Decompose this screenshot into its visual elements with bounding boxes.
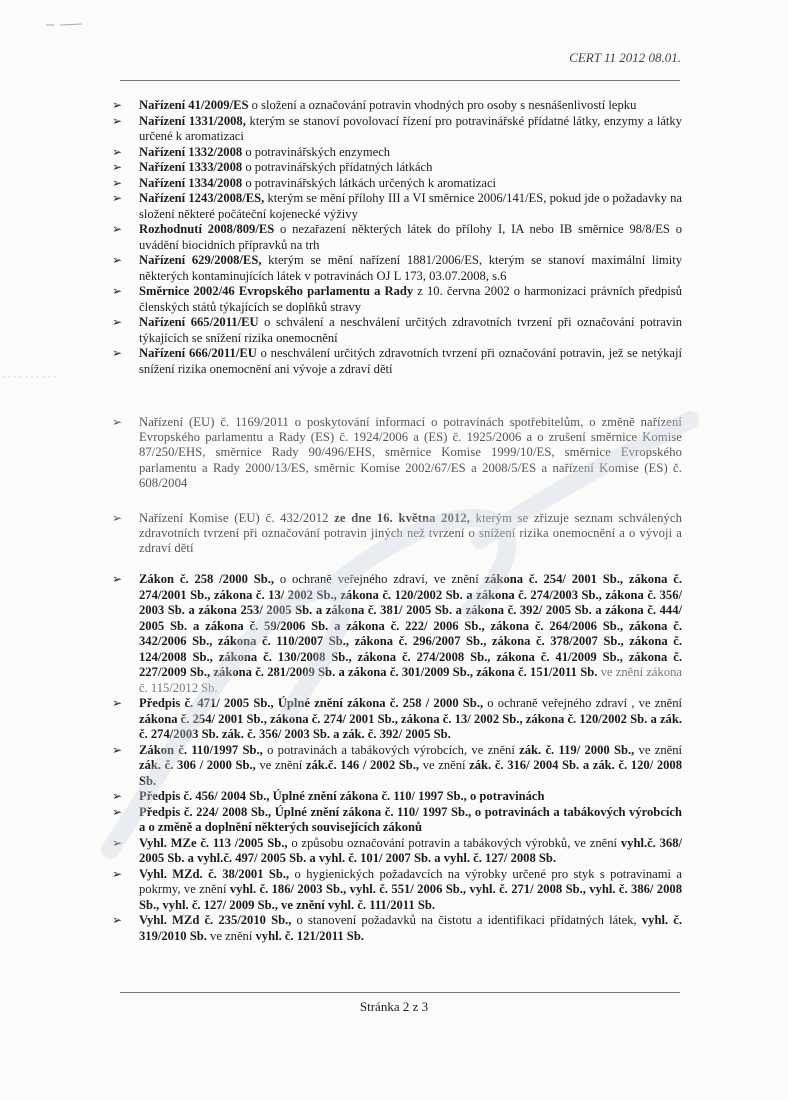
arrow-bullet-icon: ➢ bbox=[112, 913, 123, 927]
citation-text: o ochraně veřejného zdraví, ve znění bbox=[274, 572, 485, 586]
citation-faint: ve znění zákona č. 115/2012 Sb. bbox=[139, 665, 683, 695]
arrow-bullet-icon: ➢ bbox=[112, 511, 123, 525]
arrow-bullet-icon: ➢ bbox=[112, 253, 123, 267]
citation-text: o ochraně veřejného zdraví , ve znění bbox=[483, 696, 682, 710]
citation-bold: zák. č. 316/ 2004 Sb. a zák. č. 120/ 2008 Sb. bbox=[139, 758, 683, 788]
citation-bold: Nařízení 1332/2008 bbox=[139, 144, 243, 159]
arrow-bullet-icon: ➢ bbox=[112, 160, 123, 174]
citation-text: o schválení a neschválení určitých zdravotních tvrzení při označování potravin týkajících se snížení rizika onemocnění bbox=[139, 315, 682, 345]
citation-text: ve znění bbox=[419, 758, 470, 772]
footer-divider bbox=[120, 992, 680, 993]
citation-bold: Předpis č. 224/ 2008 Sb., Úplné znění zákona č. 110/ 1997 Sb., o potravinách a tabákových výrobcích a o změně a doplnění některých souvisejících zákonů bbox=[139, 804, 682, 834]
document-reference: CERT 11 2012 08.01. bbox=[569, 50, 681, 65]
citation-bold: vyhl. č. 186/ 2003 Sb., vyhl. č. 551/ 2006 Sb., vyhl. č. 271/ 2008 Sb., vyhl. č. 386/ 2008 Sb., vyhl. č. 127/ 2009 Sb., ve znění vyhl. č. 111/2011 Sb. bbox=[139, 882, 682, 912]
citation-bold: Předpis č. 456/ 2004 Sb., Úplné znění zákona č. 110/ 1997 Sb., o potravinách bbox=[139, 789, 545, 803]
citation-text: o neschválení určitých zdravotních tvrzení při označování potravin, jež se netýkají snížení rizika onemocnění ani vývoje a zdraví dětí bbox=[139, 346, 683, 376]
regulation-1169-2011 bbox=[112, 415, 682, 491]
citation-bold: Zákon č. 258 /2000 Sb., bbox=[139, 572, 275, 586]
arrow-bullet-icon: ➢ bbox=[112, 284, 123, 298]
citation-bold: Nařízení 41/2009/ES bbox=[139, 98, 249, 112]
arrow-bullet-icon: ➢ bbox=[112, 191, 123, 205]
arrow-bullet-icon: ➢ bbox=[112, 113, 123, 128]
list-item bbox=[112, 805, 682, 836]
citation-text: ve znění bbox=[255, 758, 306, 772]
citation-text: kterým se mění nařízení 1881/2006/ES, kterým se stanoví maximální limity některých kontaminujících látek v potravinách OJ L 173, 03.07.2008, s.6 bbox=[139, 253, 682, 283]
citation-bold: vyhl. č. 121/2011 Sb. bbox=[255, 928, 364, 943]
list-item bbox=[112, 415, 682, 491]
citation-bold: zák. č. 306 / 2000 Sb., bbox=[139, 758, 256, 772]
list-item bbox=[112, 913, 682, 944]
list-item bbox=[112, 696, 682, 743]
citation-bold: Vyhl. MZd č. 235/2010 Sb., bbox=[139, 913, 292, 927]
page-number: Stránka 2 z 3 bbox=[359, 999, 429, 1014]
citation-bold: Nařízení 1334/2008 bbox=[139, 175, 243, 190]
arrow-bullet-icon: ➢ bbox=[112, 835, 123, 850]
citation-bold: zák.č. 146 / 2002 Sb., bbox=[305, 758, 420, 772]
arrow-bullet-icon: ➢ bbox=[112, 415, 123, 429]
citation-bold: Nařízení 629/2008/ES, bbox=[139, 253, 262, 267]
list-item bbox=[112, 743, 682, 790]
list-item bbox=[112, 867, 682, 914]
citation-bold: Vyhl. MZd. č. 38/2001 Sb., bbox=[139, 866, 290, 881]
arrow-bullet-icon: ➢ bbox=[112, 175, 123, 190]
citation-bold: Nařízení 665/2011/EU bbox=[139, 315, 259, 329]
citation-text: o potravinářských přídatných látkách bbox=[242, 160, 433, 174]
citation-bold: Rozhodnutí 2008/809/ES bbox=[139, 222, 275, 236]
citation-text: o hygienických požadavcích na výrobky určené pro styk s potravinami a pokrmy, ve znění bbox=[139, 866, 682, 896]
list-item bbox=[112, 346, 682, 377]
list-item bbox=[112, 98, 682, 114]
list-item bbox=[112, 191, 682, 222]
citation-bold: Nařízení 666/2011/EU bbox=[139, 346, 257, 360]
scan-mark bbox=[46, 22, 84, 28]
arrow-bullet-icon: ➢ bbox=[112, 346, 123, 360]
citation-bold: Předpis č. 471/ 2005 Sb., Úplné znění zákona č. 258 / 2000 Sb., bbox=[139, 696, 484, 710]
list-item bbox=[112, 789, 682, 805]
citation-text: o potravinářských enzymech bbox=[242, 144, 391, 159]
header-divider bbox=[120, 80, 680, 81]
citation-text: kterým se stanoví povolovací řízení pro potravinářské přídatné látky, enzymy a látky určené k aromatizaci bbox=[139, 113, 682, 143]
regulation-432-2012 bbox=[112, 511, 682, 557]
citation-text: Nařízení Komise (EU) č. 432/2012 bbox=[139, 511, 335, 525]
citation-text: kterým se mění přílohy III a VI směrnice 2006/141/ES, pokud jde o požadavky na složení některé počáteční kojenecké výživy bbox=[139, 191, 682, 221]
citation-text: o stanovení požadavků na čistotu a identifikaci přídatných látek, bbox=[291, 913, 642, 927]
citation-text: z 10. června 2002 o harmonizaci právních předpisů členských států týkajících se doplňků stravy bbox=[139, 284, 682, 314]
arrow-bullet-icon: ➢ bbox=[112, 222, 123, 236]
national-laws-list bbox=[112, 572, 682, 944]
citation-text: o potravinách a tabákových výrobcích, ve znění bbox=[262, 742, 520, 757]
arrow-bullet-icon: ➢ bbox=[112, 696, 123, 710]
arrow-bullet-icon: ➢ bbox=[112, 572, 123, 586]
citation-text: o způsobu označování potravin a tabákových výrobků, ve znění bbox=[287, 835, 621, 850]
citation-bold: Nařízení 1243/2008/ES, bbox=[139, 191, 265, 205]
citation-bold: zákona č. 254/ 2001 Sb., zákona č. 274/2001 Sb., zákona č. 13/ 2002 Sb., zákona č. 120/2002 Sb. a zákona č. 274/2003 Sb., zákona č. 356/ 2003 Sb. a zákona 253/ 2005 Sb. a zákona č. 381/ 2005 Sb. a zákona č. 392/ 2005 Sb. a zákona č. 444/ 2005 Sb. a zákona č. 59/2006 Sb. a zákona č. 222/ 2006 Sb., zákona č. 264/2006 Sb., zákona č. 342/2006 Sb., zákona č. 110/2007 Sb., zákona č. 296/2007 Sb., zákona č. 378/2007 Sb., zákona č. 124/2008 Sb., zákona č. 130/2008 Sb., zákona č. 274/2008 Sb., zákona č. 41/2009 Sb., zákona č. 227/2009 Sb., zákona č. 281/2009 Sb. a zákona č. 301/2009 Sb., zákona č. 151/2011 Sb. bbox=[139, 572, 682, 679]
list-item bbox=[112, 145, 682, 161]
list-item bbox=[112, 253, 682, 284]
list-item bbox=[112, 315, 682, 346]
citation-bold: zák. č. 119/ 2000 Sb., bbox=[519, 742, 635, 757]
list-item bbox=[112, 176, 682, 192]
citation-bold: Směrnice 2002/46 Evropského parlamentu a Rady bbox=[139, 284, 414, 298]
arrow-bullet-icon: ➢ bbox=[112, 804, 123, 819]
arrow-bullet-icon: ➢ bbox=[112, 789, 123, 803]
list-item bbox=[112, 284, 682, 315]
citation-text: ve znění bbox=[634, 742, 682, 757]
citation-bold: ze dne 16. května 2012, bbox=[334, 511, 471, 525]
citation-text: o složení a označování potravin vhodných pro osoby s nesnášenlivostí lepku bbox=[248, 98, 637, 112]
arrow-bullet-icon: ➢ bbox=[112, 98, 123, 112]
arrow-bullet-icon: ➢ bbox=[112, 866, 123, 881]
arrow-bullet-icon: ➢ bbox=[112, 742, 123, 757]
margin-scribble: · · · · · · · · · · bbox=[2, 373, 57, 383]
citation-bold: vyhl.č. 368/ 2005 Sb. a vyhl.č. 497/ 2005 Sb. a vyhl. č. 101/ 2007 Sb. a vyhl. č. 127/ 2008 Sb. bbox=[139, 835, 682, 865]
arrow-bullet-icon: ➢ bbox=[112, 315, 123, 329]
citation-bold: Nařízení 1333/2008 bbox=[139, 160, 243, 174]
list-item bbox=[112, 572, 682, 696]
citation-text: ve znění bbox=[206, 928, 256, 943]
regulations-list bbox=[112, 98, 682, 377]
list-item bbox=[112, 836, 682, 867]
citation-text: kterým se zřizuje seznam schválených zdravotních tvrzení při označování potravin jiných než tvrzení o snížení rizika onemocnění a o vývoji a zdraví dětí bbox=[139, 511, 682, 556]
arrow-bullet-icon: ➢ bbox=[112, 144, 123, 159]
citation-text: o nezařazení některých látek do přílohy I, IA nebo IB směrnice 98/8/ES o uvádění biocidních přípravků na trh bbox=[139, 222, 682, 252]
citation-bold: zákona č. 254/ 2001 Sb., zákona č. 274/ 2001 Sb., zákona č. 13/ 2002 Sb., zákona č. 120/2002 Sb. a zák. č. 274/2003 Sb. zák. č. 356/ 2003 Sb. a zák. č. 392/ 2005 Sb. bbox=[139, 711, 682, 741]
list-item bbox=[112, 511, 682, 557]
list-item bbox=[112, 160, 682, 176]
list-item bbox=[112, 114, 682, 145]
citation-bold: Zákon č. 110/1997 Sb., bbox=[139, 742, 263, 757]
citation-bold: Nařízení 1331/2008, bbox=[139, 113, 246, 128]
citation-bold: vyhl. č. 319/2010 Sb. bbox=[139, 913, 682, 943]
citation-text: o potravinářských látkách určených k aromatizaci bbox=[242, 175, 497, 190]
list-item bbox=[112, 222, 682, 253]
citation-bold: Vyhl. MZe č. 113 /2005 Sb., bbox=[139, 835, 288, 850]
citation-text: Nařízení (EU) č. 1169/2011 o poskytování informací o potravinách spotřebitelům, o změně nařízení Evropského parlamentu a Rady (ES) č. 1924/2006 a (ES) č. 1925/2006 a o zrušení směrnice Komise 87/250/EHS, směrnice Rady 90/496/EHS, směrnice Komise 1999/10/ES, směrnice Evropského parlamentu a Rady 2000/13/ES, směrnic Komise 2002/67/ES a 2008/5/ES a nařízení Komise (ES) č. 608/2004 bbox=[139, 415, 682, 490]
